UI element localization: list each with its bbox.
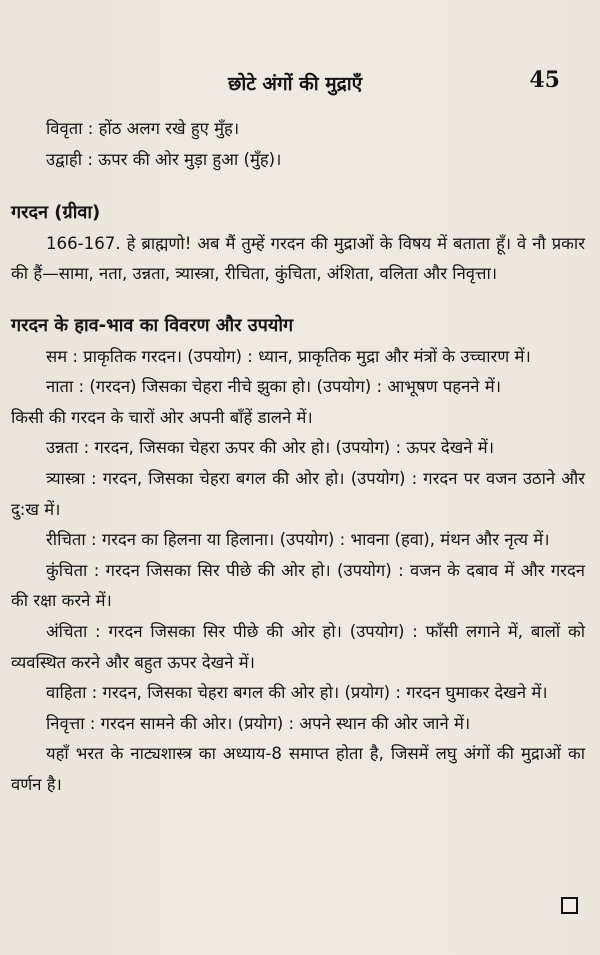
neck-intro-paragraph: 166-167. हे ब्राह्मणो! अब मैं तुम्हें गरदन की मुद्राओं के विषय में बताता हूँ। वे नौ प्रकार की हैं—सामा, नता, उन्नता, त्र्यास्त्रा, रीचिता, कुंचिता, अंशिता, वलिता और निवृत्ता।: [11, 233, 585, 284]
entry-sama: सम : प्राकृतिक गरदन। (उपयोग) : ध्यान, प्राकृतिक मुद्रा और मंत्रों के उच्चारण में।: [46, 346, 531, 366]
running-title: छोटे अंगों की मुद्राएँ: [228, 73, 363, 95]
entry-nata: नाता : (गरदन) जिसका चेहरा नीचे झुका हो। (उपयोग) : आभूषण पहनने में।: [46, 377, 501, 397]
intro-line-vivrita: विवृता : होंठ अलग रखे हुए मुँह।: [46, 119, 240, 138]
chapter-end-note: यहाँ भरत के नाट्यशास्त्र का अध्याय-8 समाप्त होता है, जिसमें लघु अंगों की मुद्राओं का वर्णन है।: [11, 744, 585, 794]
intro-line-udvahi: उद्वाही : ऊपर की ओर मुड़ा हुआ (मुँह)।: [46, 149, 282, 169]
page-content: [11, 114, 585, 800]
entry-kunchita: कुंचिता : गरदन जिसका सिर पीछे की ओर हो। (उपयोग) : वजन के दबाव में और गरदन की रक्षा करने में।: [11, 560, 585, 611]
section-heading-neck-gestures: गरदन के हाव-भाव का विवरण और उपयोग: [11, 314, 294, 336]
section-heading-neck: गरदन (ग्रीवा): [11, 202, 101, 224]
entry-nata-continuation: किसी की गरदन के चारों ओर अपनी बाँहें डालने में।: [11, 407, 313, 427]
entry-nivritta: निवृत्ता : गरदन सामने की ओर। (प्रयोग) : अपने स्थान की ओर जाने में।: [46, 713, 471, 733]
page-header: [0, 62, 600, 102]
entry-tryasra: त्र्यास्त्रा : गरदन, जिसका चेहरा बगल की ओर हो। (उपयोग) : गरदन पर वजन उठाने और दु:ख में।: [11, 468, 585, 519]
entry-vahita: वाहिता : गरदन, जिसका चेहरा बगल की ओर हो। (प्रयोग) : गरदन घुमाकर देखने में।: [46, 683, 548, 703]
entry-anchita: अंचिता : गरदन जिसका सिर पीछे की ओर हो। (उपयोग) : फाँसी लगाने में, बालों को व्यवस्थित करने और बहुत ऊपर देखने में।: [11, 621, 585, 672]
entry-unnata: उन्नता : गरदन, जिसका चेहरा ऊपर की ओर हो। (उपयोग) : ऊपर देखने में।: [46, 438, 495, 458]
end-of-chapter-square-icon: [561, 897, 578, 914]
entry-rechita: रीचिता : गरदन का हिलना या हिलाना। (उपयोग) : भावना (हवा), मंथन और नृत्य में।: [46, 530, 550, 550]
page-number: 45: [529, 67, 560, 93]
